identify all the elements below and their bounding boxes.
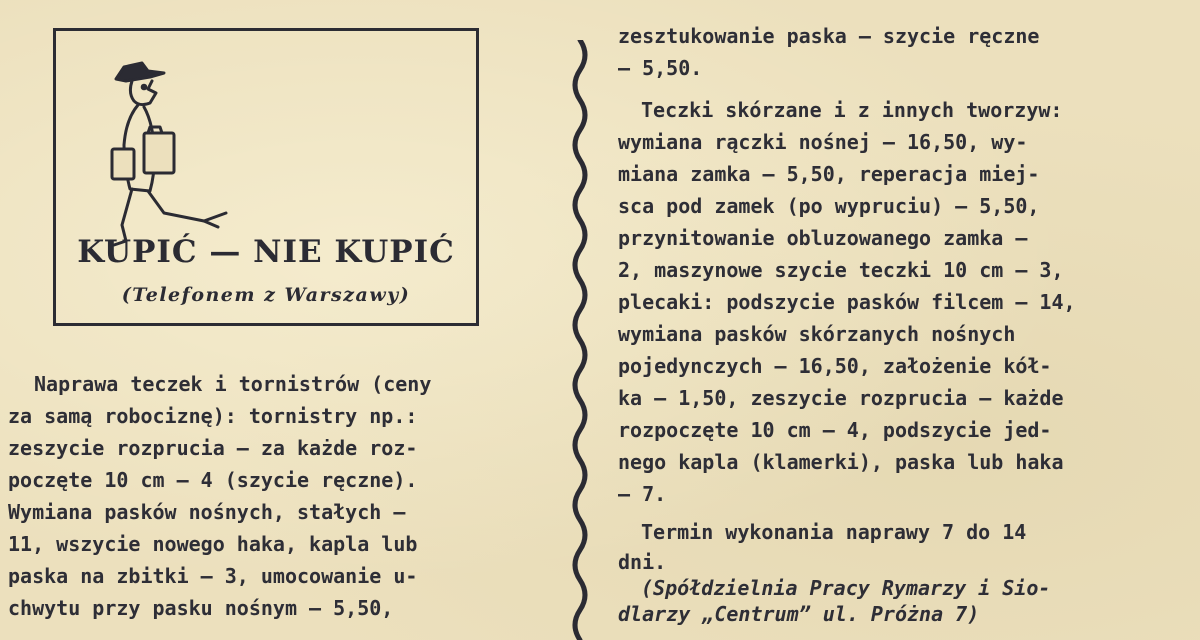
text-line: poczęte 10 cm — 4 (szycie ręczne).	[8, 468, 418, 492]
text-line: nego kapla (klamerki), paska lub haka	[618, 450, 1064, 474]
column-title: KUPIĆ — NIE KUPIĆ	[77, 234, 455, 270]
text-line: Teczki skórzane i z innych tworzyw:	[641, 98, 1063, 122]
text-line: ka — 1,50, zeszycie rozprucia — każde	[618, 386, 1064, 410]
column-header-box	[53, 28, 479, 326]
text-line: sca pod zamek (po wypruciu) — 5,50,	[618, 194, 1040, 218]
text-line: 2, maszynowe szycie teczki 10 cm — 3,	[618, 258, 1064, 282]
attribution-line: (Spółdzielnia Pracy Rymarzy i Sio-	[641, 576, 1051, 600]
text-line: wymiana pasków skórzanych nośnych	[618, 322, 1016, 346]
text-line: — 7.	[618, 482, 667, 506]
text-line: wymiana rączki nośnej — 16,50, wy-	[618, 130, 1028, 154]
text-line: zesztukowanie paska — szycie ręczne	[618, 24, 1040, 48]
text-line: Naprawa teczek i tornistrów (ceny	[34, 372, 432, 396]
text-line: miana zamka — 5,50, reperacja miej-	[618, 162, 1040, 186]
text-line: chwytu przy pasku nośnym — 5,50,	[8, 596, 394, 620]
text-line: 11, wszycie nowego haka, kapla lub	[8, 532, 418, 556]
walking-man-illustration	[104, 49, 254, 249]
column-subtitle: (Telefonem z Warszawy)	[121, 284, 411, 306]
text-line: Termin wykonania naprawy 7 do 14	[641, 520, 1027, 544]
text-line: paska na zbitki — 3, umocowanie u-	[8, 564, 418, 588]
attribution-line: dlarzy „Centrum” ul. Próżna 7)	[618, 602, 980, 626]
text-line: Wymiana pasków nośnych, stałych —	[8, 500, 406, 524]
text-line: zeszycie rozprucia — za każde roz-	[8, 436, 418, 460]
text-line: pojedynczych — 16,50, założenie kół-	[618, 354, 1052, 378]
text-line: dni.	[618, 550, 667, 574]
text-line: plecaki: podszycie pasków filcem — 14,	[618, 290, 1076, 314]
text-line: przynitowanie obluzowanego zamka —	[618, 226, 1028, 250]
text-line: za samą robociznę): tornistry np.:	[8, 404, 418, 428]
text-line: — 5,50.	[618, 56, 703, 80]
wavy-column-divider	[560, 40, 600, 640]
text-line: rozpoczęte 10 cm — 4, podszycie jed-	[618, 418, 1052, 442]
